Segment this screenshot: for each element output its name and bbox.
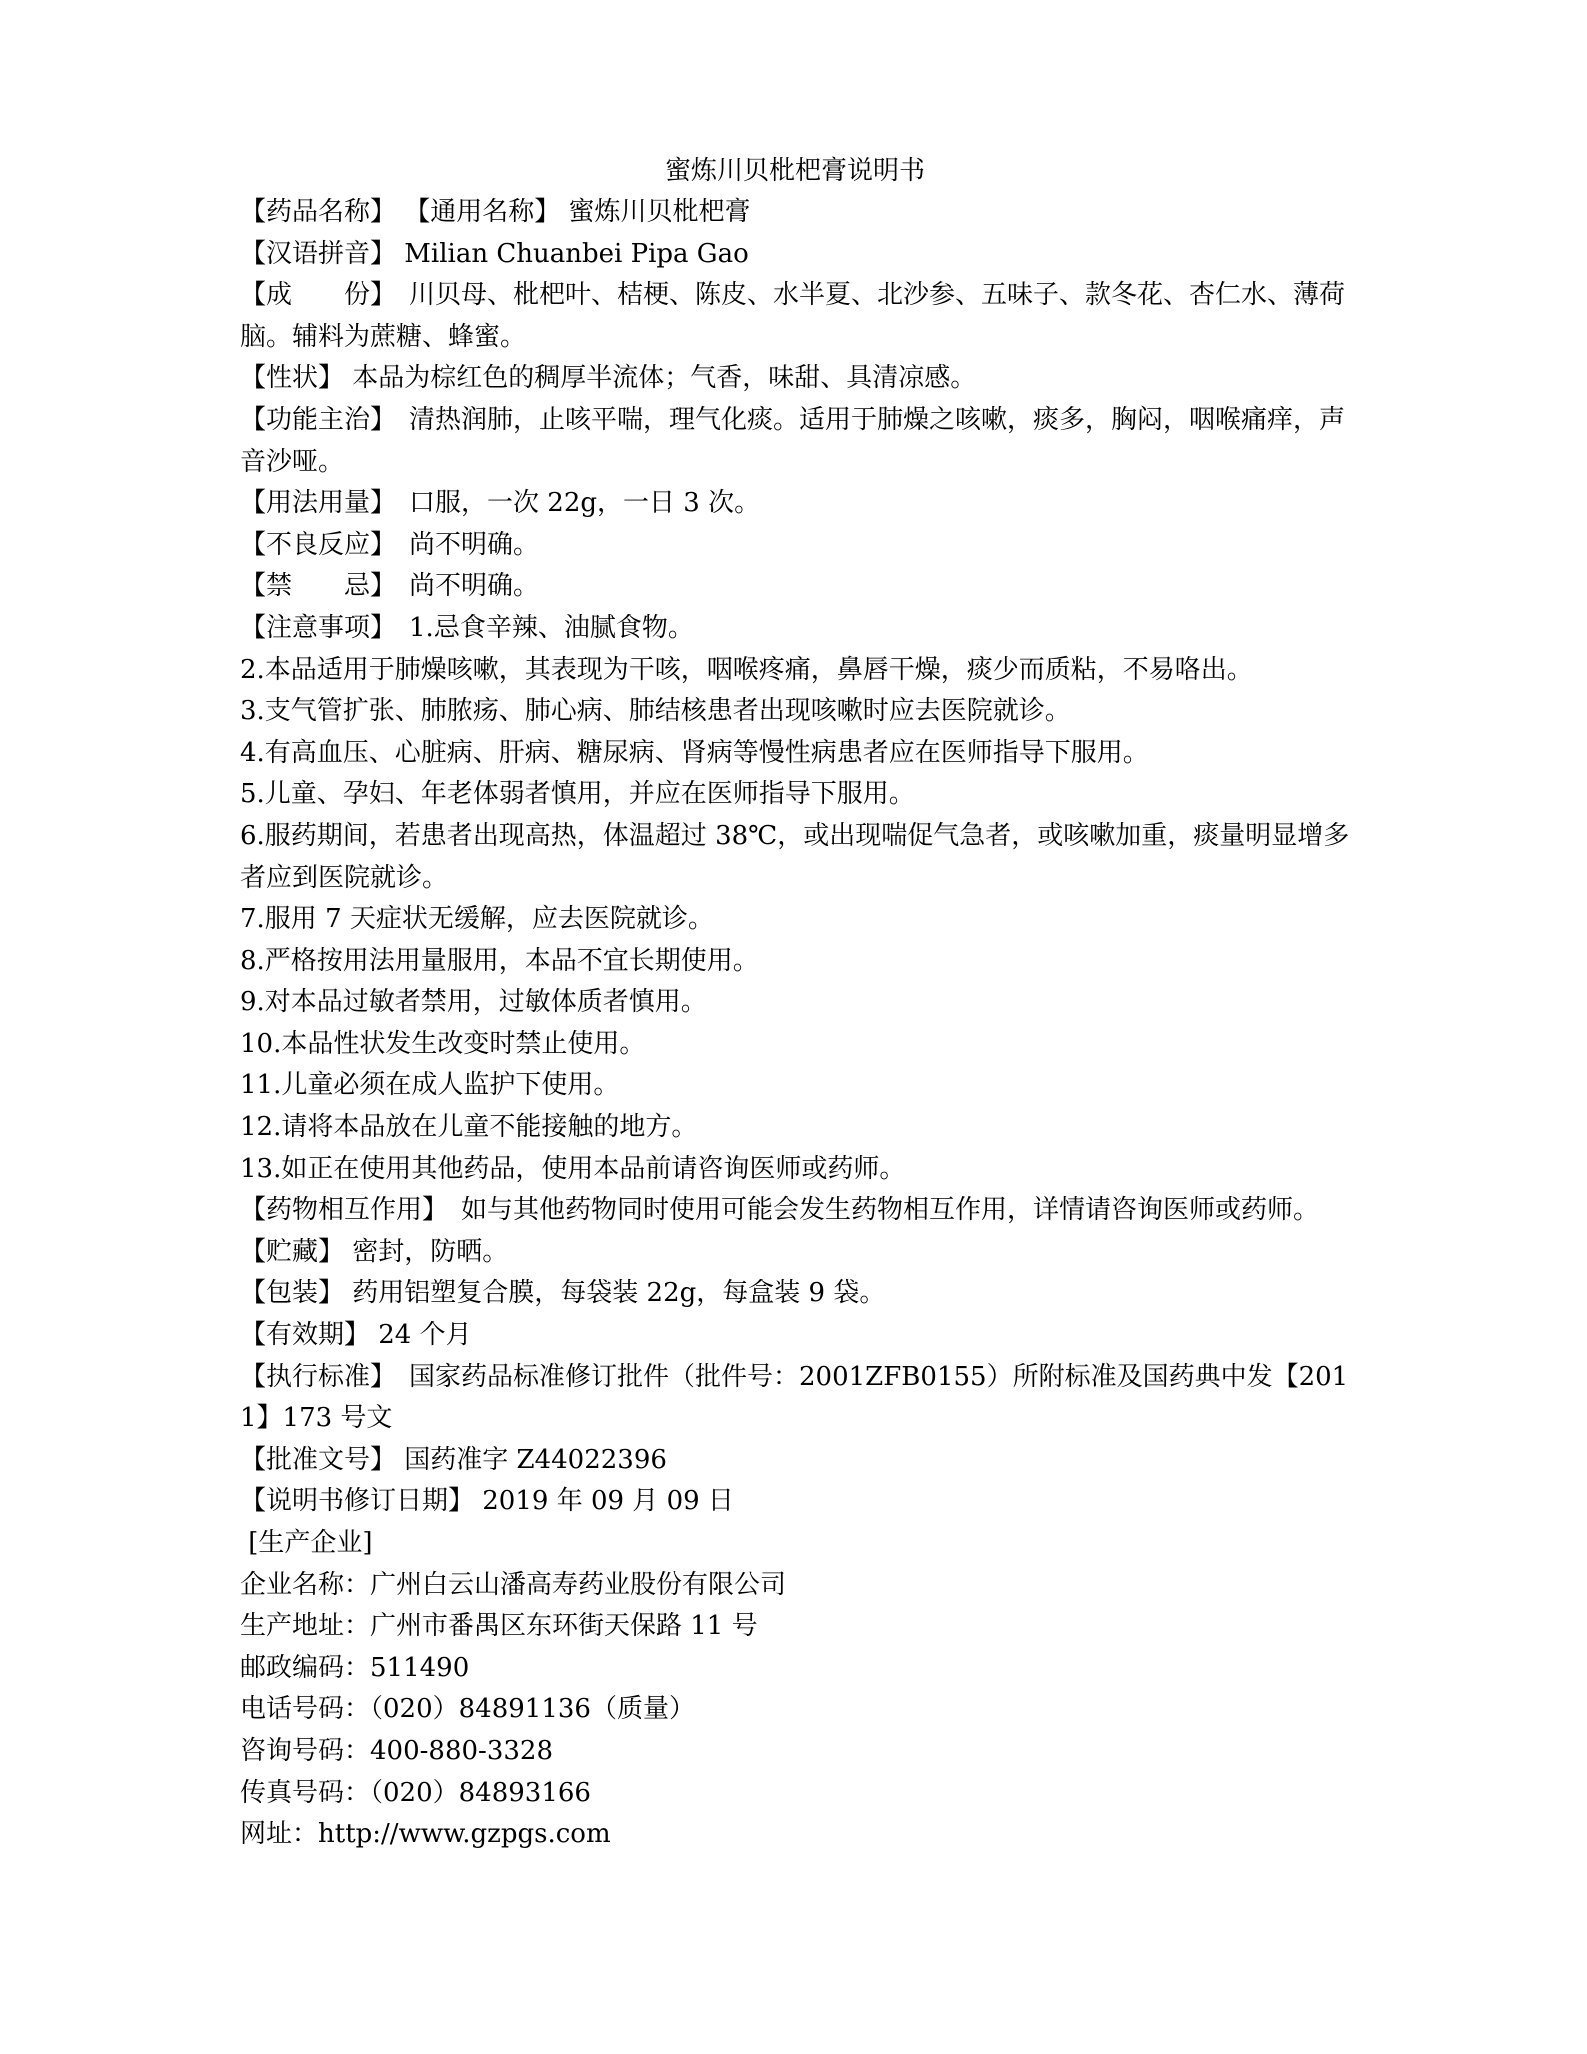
entry-text: 邮政编码：511490 xyxy=(240,1652,470,1683)
entry-indications xyxy=(240,400,1350,483)
entry-label: 【药物相互作用】 xyxy=(240,1195,462,1226)
entry-text: 5.儿童、孕妇、年老体弱者慎用，并应在医师指导下服用。 xyxy=(240,779,915,810)
entry-label: 【汉语拼音】 xyxy=(240,238,405,269)
entry-text: 11.儿童必须在成人监护下使用。 xyxy=(240,1070,620,1101)
entry-drug-name xyxy=(240,192,1350,234)
precaution-item xyxy=(240,1107,1350,1149)
entry-text: [生产企业] xyxy=(240,1528,373,1558)
entry-text: 2.本品适用于肺燥咳嗽，其表现为干咳，咽喉疼痛，鼻唇干燥，痰少而质粘，不易咯出。 xyxy=(240,654,1253,685)
manufacturer-phone xyxy=(240,1689,1350,1731)
entry-text: 尚不明确。 xyxy=(409,529,540,560)
entry-label: 【执行标准】 xyxy=(240,1361,410,1392)
manufacturer-address xyxy=(240,1606,1350,1648)
manufacturer-name xyxy=(240,1565,1350,1607)
entry-label: 【用法用量】 xyxy=(240,488,410,519)
entry-validity xyxy=(240,1315,1350,1357)
entry-text: 7.服用 7 天症状无缓解，应去医院就诊。 xyxy=(240,904,714,935)
entry-text: 药用铝塑复合膜，每袋装 22g，每盒装 9 袋。 xyxy=(352,1278,886,1309)
precaution-item xyxy=(240,650,1350,692)
manufacturer-hotline xyxy=(240,1731,1350,1773)
entry-text: 4.有高血压、心脏病、肝病、糖尿病、肾病等慢性病患者应在医师指导下服用。 xyxy=(240,737,1149,768)
entry-label: 【批准文号】 xyxy=(240,1444,405,1475)
entry-text: Milian Chuanbei Pipa Gao xyxy=(404,238,749,269)
entry-ingredients xyxy=(240,275,1350,358)
entry-text: 国药准字 Z44022396 xyxy=(404,1444,667,1475)
entry-text: 传真号码：（020）84893166 xyxy=(240,1777,591,1808)
entry-text: 咨询号码：400-880-3328 xyxy=(240,1735,553,1766)
precaution-item xyxy=(240,816,1350,899)
entry-drug-interactions xyxy=(240,1190,1350,1232)
entry-text: 生产地址：广州市番禺区东环街天保路 11 号 xyxy=(240,1611,758,1642)
entry-revision-date xyxy=(240,1481,1350,1523)
entry-text: 3.支气管扩张、肺脓疡、肺心病、肺结核患者出现咳嗽时应去医院就诊。 xyxy=(240,696,1071,727)
precaution-item xyxy=(240,941,1350,983)
precaution-item xyxy=(240,1149,1350,1191)
precaution-item xyxy=(240,1065,1350,1107)
document-title: 蜜炼川贝枇杷膏说明书 xyxy=(664,156,925,186)
entry-label: 【说明书修订日期】 xyxy=(240,1486,483,1517)
entry-pinyin xyxy=(240,234,1350,276)
precaution-item xyxy=(240,1024,1350,1066)
entry-text: 川贝母、枇杷叶、桔梗、陈皮、水半夏、北沙参、五味子、款冬花、杏仁水、薄荷脑。辅料为蔗糖、蜂蜜。 xyxy=(240,280,1346,352)
entry-text: 10.本品性状发生改变时禁止使用。 xyxy=(240,1028,646,1059)
entry-label: 【性状】 xyxy=(240,363,353,394)
entry-label: 【禁 忌】 xyxy=(240,571,410,602)
entry-approval-number xyxy=(240,1440,1350,1482)
entry-description xyxy=(240,358,1350,400)
entry-text: 电话号码：（020）84891136（质量） xyxy=(240,1694,695,1725)
entry-label: 【药品名称】 【通用名称】 xyxy=(240,197,569,227)
manufacturer-heading xyxy=(240,1523,1350,1565)
precaution-item xyxy=(240,733,1350,775)
entry-label: 【贮藏】 xyxy=(240,1236,353,1267)
entry-label: 【包装】 xyxy=(240,1278,353,1309)
entry-text: 如与其他药物同时使用可能会发生药物相互作用，详情请咨询医师或药师。 xyxy=(461,1195,1320,1226)
entry-label: 【有效期】 xyxy=(240,1320,379,1351)
entry-text: 12.请将本品放在儿童不能接触的地方。 xyxy=(240,1112,698,1143)
precaution-item xyxy=(240,899,1350,941)
entry-label: 【成 份】 xyxy=(240,280,410,311)
entry-text: 8.严格按用法用量服用，本品不宜长期使用。 xyxy=(240,945,759,976)
precaution-item xyxy=(240,691,1350,733)
entry-label: 【不良反应】 xyxy=(240,529,410,560)
entry-text: 密封，防晒。 xyxy=(352,1236,509,1267)
entry-text: 9.对本品过敏者禁用，过敏体质者慎用。 xyxy=(240,987,707,1018)
entry-label: 【注意事项】 xyxy=(240,612,410,643)
document-page xyxy=(240,150,1350,1856)
precaution-item xyxy=(240,774,1350,816)
entry-text: 蜜炼川贝枇杷膏 xyxy=(568,197,751,227)
entry-dosage xyxy=(240,483,1350,525)
manufacturer-website xyxy=(240,1814,1350,1856)
manufacturer-postcode xyxy=(240,1648,1350,1690)
entry-precautions xyxy=(240,608,1350,650)
entry-text: 企业名称：广州白云山潘高寿药业股份有限公司 xyxy=(240,1569,787,1600)
entry-text: 国家药品标准修订批件（批件号：2001ZFB0155）所附标准及国药典中发【2011】173 号文 xyxy=(240,1361,1349,1434)
entry-text: 1.忌食辛辣、油腻食物。 xyxy=(409,612,694,643)
entry-label: 【功能主治】 xyxy=(240,404,410,435)
entry-text: 2019 年 09 月 09 日 xyxy=(482,1486,734,1517)
entry-storage xyxy=(240,1232,1350,1274)
entry-adverse-reactions xyxy=(240,525,1350,567)
precaution-item xyxy=(240,982,1350,1024)
entry-text: 本品为棕红色的稠厚半流体；气香，味甜、具清凉感。 xyxy=(352,363,977,394)
entry-text: 13.如正在使用其他药品，使用本品前请咨询医师或药师。 xyxy=(240,1153,906,1184)
entry-text: 口服，一次 22g，一日 3 次。 xyxy=(409,488,761,519)
entry-text: 24 个月 xyxy=(378,1320,472,1351)
entry-text: 清热润肺，止咳平喘，理气化痰。适用于肺燥之咳嗽，痰多，胸闷，咽喉痛痒，声音沙哑。 xyxy=(240,404,1346,477)
entry-package xyxy=(240,1273,1350,1315)
entry-text: 尚不明确。 xyxy=(409,571,540,602)
entry-text: 网址：http://www.gzpgs.com xyxy=(240,1819,611,1850)
manufacturer-fax xyxy=(240,1773,1350,1815)
entry-contraindications xyxy=(240,566,1350,608)
entry-text: 6.服药期间，若患者出现高热，体温超过 38℃，或出现喘促气急者，或咳嗽加重，痰量明显增多者应到医院就诊。 xyxy=(240,820,1350,893)
entry-standard xyxy=(240,1357,1350,1440)
